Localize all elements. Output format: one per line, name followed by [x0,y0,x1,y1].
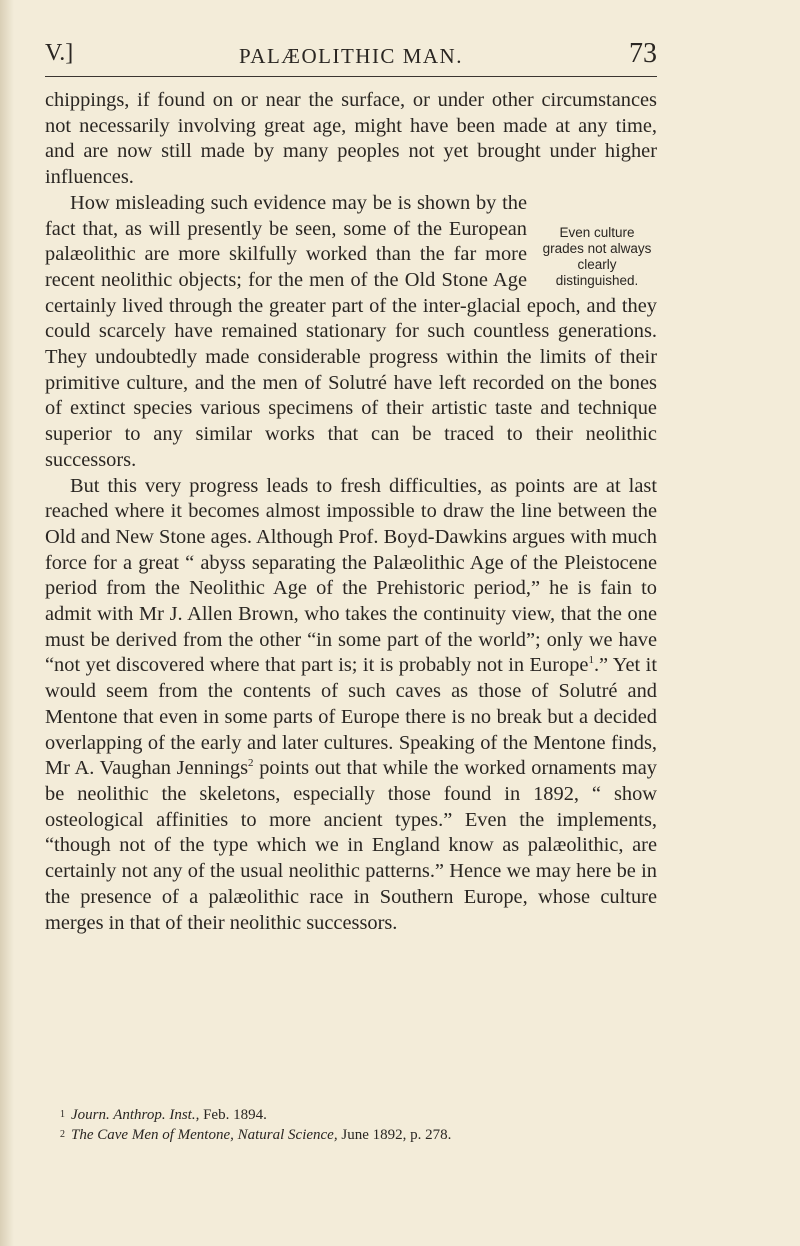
footnote-ref-2[interactable]: 2 [248,757,254,770]
footnote-ref-1[interactable]: 1 [588,654,594,667]
paragraph-1: chippings, if found on or near the surface, or under other circumstances not necessarily involving great age, might have been made at any time, and are now still made by many peoples not yet brought under higher influences. [45,89,657,189]
footnotes [60,1105,660,1145]
paragraph-3-text-a: But this very progress leads to fresh difficulties, as points are at last reached where it becomes almost impossible to draw the line between the Old and New Stone ages. Although Prof. Boyd-Dawkins argues with much force for a great “ abyss separating the Palæolithic Age of the Pleistocene period from the Neolithic Age of the Prehistoric period,” he is fain to admit with Mr J. Allen Brown, who takes the continuity view, that the one must be derived from the other “in some part of the world”; only we have “not yet discovered where that part is; it is probably not in Europe [45,474,657,677]
running-title: PALÆOLITHIC MAN. [239,44,463,68]
footnote-number: 2 [60,1129,65,1140]
footnote-detail: Feb. 1894. [199,1107,267,1123]
footnote-source: Journ. Anthrop. Inst., [71,1107,200,1123]
margin-note: Even culture grades not always clearly distinguished. [542,224,652,288]
footnote-detail: June 1892, p. 278. [337,1127,452,1143]
running-header [45,36,657,77]
footnote-number: 1 [60,1109,65,1120]
gutter-shadow [0,0,14,1246]
footnote-2 [60,1125,660,1145]
footnote-source: The Cave Men of Mentone, Natural Science, [71,1127,338,1143]
paragraph-3-text-c: points out that while the worked ornaments may be neolithic the skeletons, especially those found in 1892, “ show osteological affinities to more ancient types.” Even the implements, “though not of the type which we in England know as palæolithic, are certainly not any of the usual neolithic patterns.” Hence we may here be in the presence of a palæolithic race in Southern Europe, whose culture merges in that of their neolithic successors. [45,757,657,934]
page-number: 73 [629,38,657,69]
body-text [45,88,657,936]
chapter-number: V.] [45,40,74,66]
paragraph-3-text-b: .” Yet it would seem from the contents of such caves as those of Solutré and Mentone that even in some parts of Europe there is no break but a decided overlapping of the early and later cultures. Speaking of the Mentone finds, Mr A. Vaughan Jennings [45,654,657,780]
footnote-1 [60,1105,660,1125]
paragraph-2 [45,191,657,474]
paragraph-3 [45,474,657,937]
paragraph-2-text: How misleading such evidence may be is shown by the fact that, as will presently be seen, some of the European palæolithic are more skilfully worked than the far more recent neolithic objects; for the men of the Old Stone Age certainly lived through the greater part of the inter-glacial epoch, and they could scarcely have remained stationary for such countless generations. They undoubtedly made considerable progress within the limits of their primitive culture, and the men of Solutré have left recorded on the bones of extinct species various specimens of their artistic taste and technique superior to any similar works that can be traced to their neolithic successors. [45,191,657,471]
